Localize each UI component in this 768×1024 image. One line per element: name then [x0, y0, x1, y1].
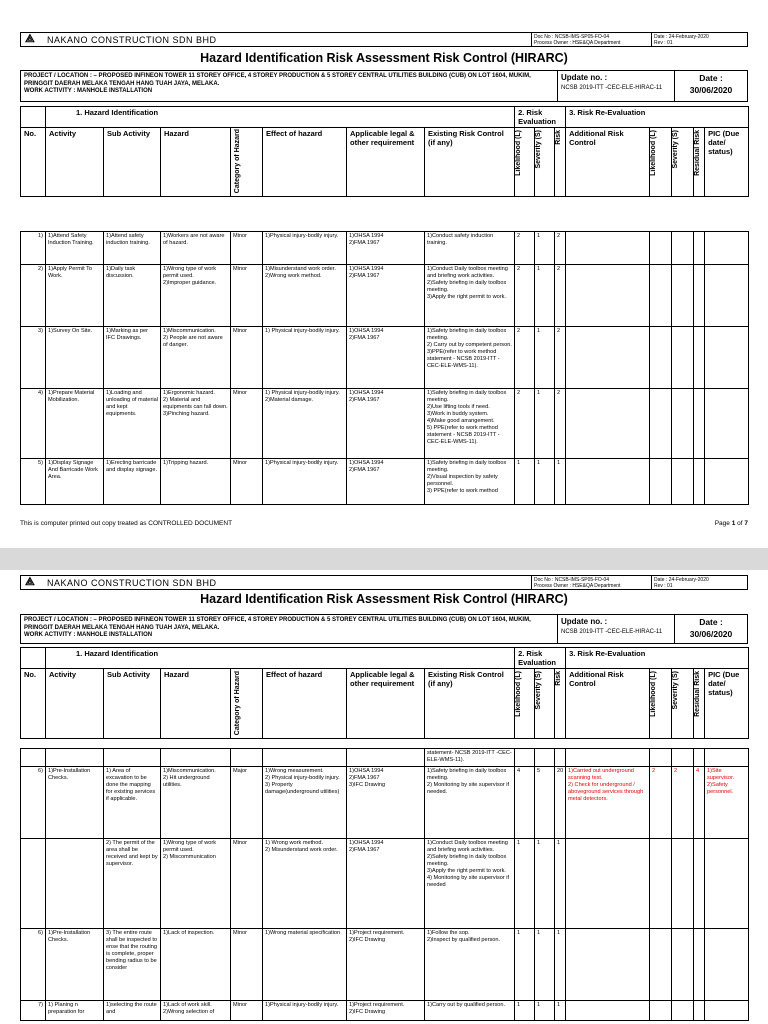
row-severity-2 — [672, 459, 694, 505]
project-line-2: PRINGGIT DAERAH MELAKA TENGAH HANG TUAH JAYA, MELAKA. — [24, 624, 220, 631]
row-residual-risk — [694, 265, 705, 327]
col-no: No. — [21, 669, 46, 739]
col-activity: Activity — [46, 128, 104, 197]
company-logo-icon: ⟁ — [21, 33, 44, 47]
row-additional-control — [566, 459, 650, 505]
row-hazard: 1)Lack of inspection. — [161, 929, 231, 1001]
row-residual-risk — [694, 459, 705, 505]
row-legal: 1)Project requirement. 2)IFC Drawing — [347, 1001, 425, 1021]
row-risk: 1 — [555, 929, 566, 1001]
row-likelihood: 1 — [515, 839, 535, 929]
row-activity: 1)Prepare Material Mobilization. — [46, 389, 104, 459]
row-sub-activity: 2) The permit of the area shall be received and kept by supervisor. — [104, 839, 161, 929]
hazard-table-page-1 — [20, 231, 749, 505]
row-existing-control: 1)Safety briefing in daily toolbox meeting. 2)Use lifting tools if need. 3)Work in buddy system. 4)Make good arrangement. 5) PPE(refer to work method statement - NCSB 2019-ITT -CEC-ELE-WMS-11). — [425, 389, 515, 459]
column-header-2 — [20, 647, 749, 739]
row-sub-activity: 1) Area of excavation to be done the mapping for existing services if applicable. — [104, 767, 161, 839]
row-no: 4) — [21, 389, 46, 459]
row-hazard: 1)Tripping hazard. — [161, 459, 231, 505]
row-likelihood-2: 2 — [650, 767, 672, 839]
update-value: NCSB 2019-ITT -CEC-ELE-HIRAC-11 — [561, 85, 663, 91]
row-sub-activity: 1)Daily task discussion. — [104, 265, 161, 327]
row-activity: 1)Survey On Site. — [46, 327, 104, 389]
document-title: Hazard Identification Risk Assessment Risk Control (HIRARC) — [200, 51, 568, 65]
row-risk: 1 — [555, 839, 566, 929]
table-row — [21, 389, 749, 459]
row-existing-control: 1)Conduct safety induction training. — [425, 232, 515, 265]
table-row — [21, 232, 749, 265]
work-activity: WORK ACTIVITY : MANHOLE INSTALLATION — [24, 632, 153, 638]
row-category: Minor — [231, 232, 263, 265]
col-existing: Existing Risk Control (if any) — [425, 128, 515, 197]
row-severity: 5 — [535, 767, 555, 839]
row-severity-2 — [672, 232, 694, 265]
process-owner: Process Owner : HSE&QA Department — [534, 39, 621, 46]
row-existing-control: 1)Safety briefing in daily toolbox meeting. 2) Monitoring by site supervisor if needed. — [425, 767, 515, 839]
row-additional-control — [566, 929, 650, 1001]
row-legal: 1)OHSA 1994 2)FMA 1967 — [347, 232, 425, 265]
row-risk: 1 — [555, 459, 566, 505]
project-line-1: PROJECT / LOCATION : – PROPOSED INFINEON TOWER 11 STOREY OFFICE, 4 STOREY PRODUCTION & 5 STOREY CENTRAL UTILITIES BUILDING (CUB) ON LOT 1604, MUKIM, — [24, 73, 531, 79]
row-likelihood-2 — [650, 929, 672, 1001]
col-sub-activity: Sub Activity — [104, 669, 161, 739]
section-risk-evaluation: 2. Risk Evaluation — [515, 107, 566, 128]
row-additional-control — [566, 839, 650, 929]
row-hazard: 1)Lack of work skill. 2)Wrong selection of — [161, 1001, 231, 1021]
row-pic — [705, 327, 749, 389]
row-risk — [555, 749, 566, 767]
controlled-notice: This is computer printed out copy treated as CONTROLLED DOCUMENT — [20, 520, 233, 527]
row-category: Minor — [231, 839, 263, 929]
row-likelihood: 1 — [515, 459, 535, 505]
row-likelihood-2 — [650, 1001, 672, 1021]
col-hazard: Hazard — [161, 128, 231, 197]
table-row — [21, 929, 749, 1001]
row-additional-control — [566, 265, 650, 327]
row-sub-activity: 1)Marking as per IFC Drawings. — [104, 327, 161, 389]
col-sub-activity: Sub Activity — [104, 128, 161, 197]
row-activity: 1)Pre-Installation Checks. — [46, 767, 104, 839]
row-severity: 1 — [535, 327, 555, 389]
row-legal: 1)OHSA 1994 2)FMA 1967 — [347, 839, 425, 929]
row-pic — [705, 1001, 749, 1021]
row-residual-risk — [694, 1001, 705, 1021]
row-effect: 1)Physical injury-bodily injury. — [263, 1001, 347, 1021]
project-line-1: PROJECT / LOCATION : – PROPOSED INFINEON TOWER 11 STOREY OFFICE, 4 STOREY PRODUCTION & 5 STOREY CENTRAL UTILITIES BUILDING (CUB) ON LOT 1604, MUKIM, — [24, 617, 531, 623]
table-row — [21, 749, 749, 767]
col-severity: Severity (S) — [535, 671, 543, 710]
process-owner: Process Owner : HSE&QA Department — [534, 582, 621, 589]
row-category — [231, 749, 263, 767]
row-severity: 1 — [535, 265, 555, 327]
row-pic — [705, 265, 749, 327]
col-likelihood-2: Likelihood (L) — [650, 130, 658, 176]
row-category: Minor — [231, 327, 263, 389]
row-risk: 1 — [555, 1001, 566, 1021]
row-legal: 1)OHSA 1994 2)FMA 1967 — [347, 265, 425, 327]
col-risk: Risk — [555, 671, 563, 686]
col-no: No. — [21, 128, 46, 197]
row-sub-activity: 1)Erecting barricade and display signage. — [104, 459, 161, 505]
row-legal: 1)OHSA 1994 2)FMA 1967 3)IFC Drawing — [347, 767, 425, 839]
doc-number: Doc No : NCSB-IMS-SP05-FO-04 — [534, 33, 610, 40]
row-no — [21, 839, 46, 929]
row-likelihood — [515, 749, 535, 767]
row-likelihood: 1 — [515, 1001, 535, 1021]
page-1-footer — [20, 520, 748, 527]
row-sub-activity: 3) The entire route shall be inspected to ense that the routing is complete, proper bending radius to be consider — [104, 929, 161, 1001]
row-likelihood: 2 — [515, 232, 535, 265]
row-effect: 1)Physical injury-bodily injury. — [263, 459, 347, 505]
col-legal: Applicable legal & other requirement — [347, 669, 425, 739]
row-severity: 1 — [535, 389, 555, 459]
row-activity: 1)Apply Permit To Work. — [46, 265, 104, 327]
company-name: NAKANO CONSTRUCTION SDN BHD — [47, 577, 217, 588]
row-no: 6) — [21, 767, 46, 839]
col-likelihood-2: Likelihood (L) — [650, 671, 658, 717]
col-additional: Additional Risk Control — [566, 669, 650, 739]
col-severity-2: Severity (S) — [672, 130, 680, 169]
company-logo-icon: ⟁ — [21, 576, 44, 590]
row-additional-control: 1)Carried out underground scanning test. 2) Check for underground / aboveground services through metal detectors. — [566, 767, 650, 839]
row-existing-control: 1)Carry out by qualified person. — [425, 1001, 515, 1021]
column-header — [20, 106, 749, 197]
row-risk: 2 — [555, 327, 566, 389]
row-hazard: 1)Wrong type of work permit used. 2) Miscommunication — [161, 839, 231, 929]
row-existing-control: 1)Safety briefing in daily toolbox meeting. 2) Carry out by competent person. 3)PPE(refer to work method statement - NCSB 2019-ITT -CEC-ELE-WMS-11). — [425, 327, 515, 389]
row-existing-control: 1)Conduct Daily toolbox meeting and briefing work activities. 2)Safety briefing in daily toolbox meeting. 3)Apply the right permit to work. — [425, 265, 515, 327]
row-severity-2: 2 — [672, 767, 694, 839]
section-risk-re-evaluation: 3. Risk Re-Evaluation — [566, 107, 749, 128]
row-additional-control — [566, 749, 650, 767]
row-hazard: 1)Wrong type of work permit used. 2)Improper guidance. — [161, 265, 231, 327]
row-severity-2 — [672, 749, 694, 767]
document-page-2 — [0, 570, 768, 1024]
section-hazard-identification: 1. Hazard Identification — [46, 648, 515, 669]
row-risk: 2 — [555, 232, 566, 265]
section-risk-re-evaluation: 3. Risk Re-Evaluation — [566, 648, 749, 669]
row-severity-2 — [672, 839, 694, 929]
col-pic: PIC (Due date/ status) — [705, 128, 749, 197]
row-activity: 1)Pre-Installation Checks. — [46, 929, 104, 1001]
company-name: NAKANO CONSTRUCTION SDN BHD — [47, 34, 217, 45]
col-effect: Effect of hazard — [263, 128, 347, 197]
row-effect: 1)Wrong material specification — [263, 929, 347, 1001]
row-residual-risk — [694, 389, 705, 459]
row-likelihood-2 — [650, 459, 672, 505]
col-category: Category of Hazard — [234, 670, 241, 735]
row-effect: 1)Wrong measurement. 2) Physical injury-bodily injury. 3) Property damage(underground utilities) — [263, 767, 347, 839]
row-additional-control — [566, 327, 650, 389]
table-row — [21, 767, 749, 839]
row-residual-risk: 4 — [694, 767, 705, 839]
row-category: Minor — [231, 389, 263, 459]
table-row — [21, 265, 749, 327]
row-additional-control — [566, 389, 650, 459]
project-info — [20, 70, 748, 102]
row-pic — [705, 839, 749, 929]
section-risk-evaluation: 2. Risk Evaluation — [515, 648, 566, 669]
row-sub-activity: 1)Loading and unloading of material and kept equipments. — [104, 389, 161, 459]
row-no: 1) — [21, 232, 46, 265]
row-activity — [46, 749, 104, 767]
project-info-2 — [20, 614, 748, 644]
row-pic — [705, 749, 749, 767]
row-legal: 1)OHSA 1994 2)FMA 1967 — [347, 389, 425, 459]
row-legal: 1)OHSA 1994 2)FMA 1967 — [347, 327, 425, 389]
row-likelihood: 2 — [515, 265, 535, 327]
row-severity: 1 — [535, 232, 555, 265]
doc-date: Date : 24-February-2020 — [654, 33, 709, 40]
row-likelihood: 2 — [515, 389, 535, 459]
table-row — [21, 327, 749, 389]
row-legal: 1)OHSA 1994 2)FMA 1967 — [347, 459, 425, 505]
col-risk: Risk — [555, 130, 563, 145]
row-hazard: 1)Workers are not aware of hazard. — [161, 232, 231, 265]
row-no: 3) — [21, 327, 46, 389]
col-residual: Residual Risk — [694, 671, 702, 717]
col-hazard: Hazard — [161, 669, 231, 739]
row-risk: 2 — [555, 389, 566, 459]
row-likelihood-2 — [650, 232, 672, 265]
row-hazard: 1)Miscommunication. 2) Hit underground utilities. — [161, 767, 231, 839]
doc-rev: Rev : 01 — [654, 582, 673, 589]
document-title-2: Hazard Identification Risk Assessment Risk Control (HIRARC) — [200, 592, 568, 606]
doc-date: Date : 24-February-2020 — [654, 576, 709, 583]
row-effect: 1)Misunderstand work order. 2)Wrong work method. — [263, 265, 347, 327]
row-likelihood-2 — [650, 389, 672, 459]
row-severity-2 — [672, 1001, 694, 1021]
row-likelihood: 4 — [515, 767, 535, 839]
row-activity: 1) Planing n preparation for — [46, 1001, 104, 1021]
row-effect: 1)Physical injury-bodily injury. — [263, 232, 347, 265]
row-activity — [46, 839, 104, 929]
row-category: Minor — [231, 929, 263, 1001]
row-category: Minor — [231, 265, 263, 327]
row-residual-risk — [694, 232, 705, 265]
row-likelihood: 1 — [515, 929, 535, 1001]
row-legal: 1)Project requirement. 2)IFC Drawing — [347, 929, 425, 1001]
row-severity-2 — [672, 265, 694, 327]
company-header-2 — [20, 575, 748, 590]
row-effect: 1) Physical injury-bodily injury. — [263, 327, 347, 389]
row-residual-risk — [694, 929, 705, 1001]
row-severity-2 — [672, 389, 694, 459]
row-severity: 1 — [535, 839, 555, 929]
company-header — [20, 32, 748, 47]
row-no: 7) — [21, 1001, 46, 1021]
row-activity: 1)Display Signage And Barricade Work Area. — [46, 459, 104, 505]
col-likelihood: Likelihood (L) — [515, 671, 523, 717]
row-existing-control: 1)Follow the sop. 2)Inspect by qualified person. — [425, 929, 515, 1001]
row-no: 2) — [21, 265, 46, 327]
doc-number: Doc No : NCSB-IMS-SP05-FO-04 — [534, 576, 610, 583]
row-effect: 1) Wrong work method. 2) Misunderstand work order. — [263, 839, 347, 929]
row-residual-risk — [694, 749, 705, 767]
row-sub-activity: 1)Attend safety induction training. — [104, 232, 161, 265]
work-activity: WORK ACTIVITY : MANHOLE INSTALLATION — [24, 88, 153, 94]
row-severity — [535, 749, 555, 767]
doc-rev: Rev : 01 — [654, 39, 673, 46]
row-pic — [705, 389, 749, 459]
row-effect: 1) Physical injury-bodily injury. 2)Material damage. — [263, 389, 347, 459]
date-value: 30/06/2020 — [689, 629, 733, 639]
date-label: Date : — [699, 73, 723, 83]
row-likelihood: 2 — [515, 327, 535, 389]
col-pic: PIC (Due date/ status) — [705, 669, 749, 739]
project-line-2: PRINGGIT DAERAH MELAKA TENGAH HANG TUAH JAYA, MELAKA. — [24, 80, 220, 87]
row-pic — [705, 459, 749, 505]
row-risk: 20 — [555, 767, 566, 839]
row-additional-control — [566, 1001, 650, 1021]
hazard-table-page-2 — [20, 748, 749, 1021]
row-effect — [263, 749, 347, 767]
row-severity: 1 — [535, 1001, 555, 1021]
row-severity-2 — [672, 327, 694, 389]
col-category: Category of Hazard — [234, 129, 241, 194]
table-row — [21, 459, 749, 505]
row-sub-activity: 1)selecting the route and — [104, 1001, 161, 1021]
table-row — [21, 1001, 749, 1021]
row-hazard: 1)Miscommunication. 2) People are not aware of danger. — [161, 327, 231, 389]
row-no: 5) — [21, 459, 46, 505]
row-no: 6) — [21, 929, 46, 1001]
row-pic: 1)Site supervisor. 2)Safety personnel. — [705, 767, 749, 839]
row-pic — [705, 232, 749, 265]
row-category: Major — [231, 767, 263, 839]
section-hazard-identification: 1. Hazard Identification — [46, 107, 515, 128]
date-label: Date : — [699, 617, 723, 627]
row-pic — [705, 929, 749, 1001]
update-label: Update no. : — [561, 73, 608, 82]
row-category: Minor — [231, 1001, 263, 1021]
row-severity: 1 — [535, 929, 555, 1001]
row-residual-risk — [694, 839, 705, 929]
row-risk: 2 — [555, 265, 566, 327]
row-hazard: 1)Ergonomic hazard. 2) Material and equipments can fall down. 3)Pinching hazard. — [161, 389, 231, 459]
row-existing-control: statement- NCSB 2019-ITT -CEC-ELE-WMS-11). — [425, 749, 515, 767]
row-existing-control: 1)Conduct Daily toolbox meeting and briefing work activities. 2)Safety briefing in daily toolbox meeting. 3)Apply the right permit to work. 4) Monitoring by site supervisor if needed — [425, 839, 515, 929]
col-legal: Applicable legal & other requirement — [347, 128, 425, 197]
row-severity-2 — [672, 929, 694, 1001]
page-number: Page 1 of 7 — [714, 520, 748, 527]
col-likelihood: Likelihood (L) — [515, 130, 523, 176]
row-hazard — [161, 749, 231, 767]
row-no — [21, 749, 46, 767]
col-additional: Additional Risk Control — [566, 128, 650, 197]
update-value: NCSB 2019-ITT -CEC-ELE-HIRAC-11 — [561, 629, 663, 635]
row-existing-control: 1)Safety briefing in daily toolbox meeting. 2)Visual inspection by safety personnel. 3) PPE(refer to work method — [425, 459, 515, 505]
col-effect: Effect of hazard — [263, 669, 347, 739]
table-row — [21, 839, 749, 929]
row-residual-risk — [694, 327, 705, 389]
row-likelihood-2 — [650, 265, 672, 327]
col-severity: Severity (S) — [535, 130, 543, 169]
page-gap — [0, 548, 768, 570]
col-existing: Existing Risk Control (if any) — [425, 669, 515, 739]
row-additional-control — [566, 232, 650, 265]
row-legal — [347, 749, 425, 767]
update-label: Update no. : — [561, 617, 608, 626]
col-residual: Residual Risk — [694, 130, 702, 176]
row-severity: 1 — [535, 459, 555, 505]
row-likelihood-2 — [650, 749, 672, 767]
col-activity: Activity — [46, 669, 104, 739]
row-sub-activity — [104, 749, 161, 767]
row-likelihood-2 — [650, 839, 672, 929]
row-likelihood-2 — [650, 327, 672, 389]
row-category: Minor — [231, 459, 263, 505]
row-activity: 1)Attend Safety Induction Training. — [46, 232, 104, 265]
col-severity-2: Severity (S) — [672, 671, 680, 710]
date-value: 30/06/2020 — [689, 85, 733, 95]
